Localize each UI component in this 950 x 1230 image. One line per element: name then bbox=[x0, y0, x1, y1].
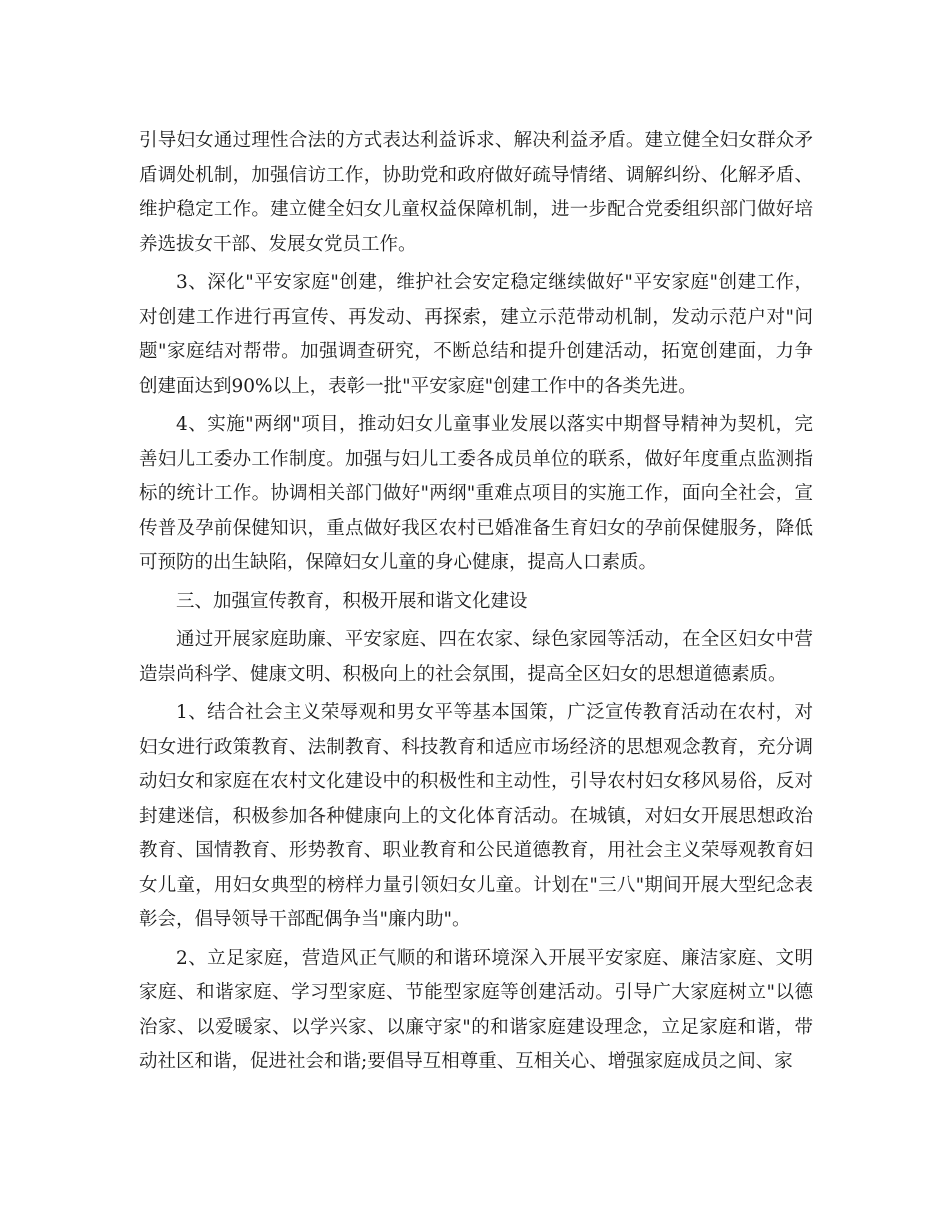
document-body bbox=[139, 124, 813, 1080]
paragraph-2: 3、深化"平安家庭"创建，维护社会安定稳定继续做好"平安家庭"创建工作，对创建工作进行再宣传、再发动、再探索，建立示范带动机制，发动示范户对"问题"家庭结对帮带。加强调查研究，不断总结和提升创建活动，拓宽创建面，力争创建面达到90%以上，表彰一批"平安家庭"创建工作中的各类先进。 bbox=[139, 272, 813, 397]
paragraph-4: 通过开展家庭助廉、平安家庭、四在农家、绿色家园等活动，在全区妇女中营造崇尚科学、健康文明、积极向上的社会氛围，提高全区妇女的思想道德素质。 bbox=[139, 629, 813, 685]
section-heading: 三、加强宣传教育，积极开展和谐文化建设 bbox=[176, 590, 528, 612]
paragraph-1: 引导妇女通过理性合法的方式表达利益诉求、解决利益矛盾。建立健全妇女群众矛盾调处机制，加强信访工作，协助党和政府做好疏导情绪、调解纠纷、化解矛盾、维护稳定工作。建立健全妇女儿童权益保障机制，进一步配合党委组织部门做好培养选拔女干部、发展女党员工作。 bbox=[139, 130, 813, 255]
paragraph-5: 1、结合社会主义荣辱观和男女平等基本国策，广泛宣传教育活动在农村，对妇女进行政策教育、法制教育、科技教育和适应市场经济的思想观念教育，充分调动妇女和家庭在农村文化建设中的积极性和主动性，引导农村妇女移风易俗，反对封建迷信，积极参加各种健康向上的文化体育活动。在城镇，对妇女开展思想政治教育、国情教育、形势教育、职业教育和公民道德教育，用社会主义荣辱观教育妇女儿童，用妇女典型的榜样力量引领妇女儿童。计划在"三八"期间开展大型纪念表彰会，倡导领导干部配偶争当"廉内助"。 bbox=[139, 702, 813, 930]
paragraph-3: 4、实施"两纲"项目，推动妇女儿童事业发展以落实中期督导精神为契机，完善妇儿工委办工作制度。加强与妇儿工委各成员单位的联系，做好年度重点监测指标的统计工作。协调相关部门做好"两纲"重难点项目的实施工作，面向全社会，宣传普及孕前保健知识，重点做好我区农村已婚准备生育妇女的孕前保健服务，降低可预防的出生缺陷，保障妇女儿童的身心健康，提高人口素质。 bbox=[139, 414, 813, 573]
paragraph-6: 2、立足家庭，营造风正气顺的和谐环境深入开展平安家庭、廉洁家庭、文明家庭、和谐家庭、学习型家庭、节能型家庭等创建活动。引导广大家庭树立"以德治家、以爱暖家、以学兴家、以廉守家"的和谐家庭建设理念，立足家庭和谐，带动社区和谐，促进社会和谐;要倡导互相尊重、互相关心、增强家庭成员之间、家 bbox=[139, 947, 813, 1072]
